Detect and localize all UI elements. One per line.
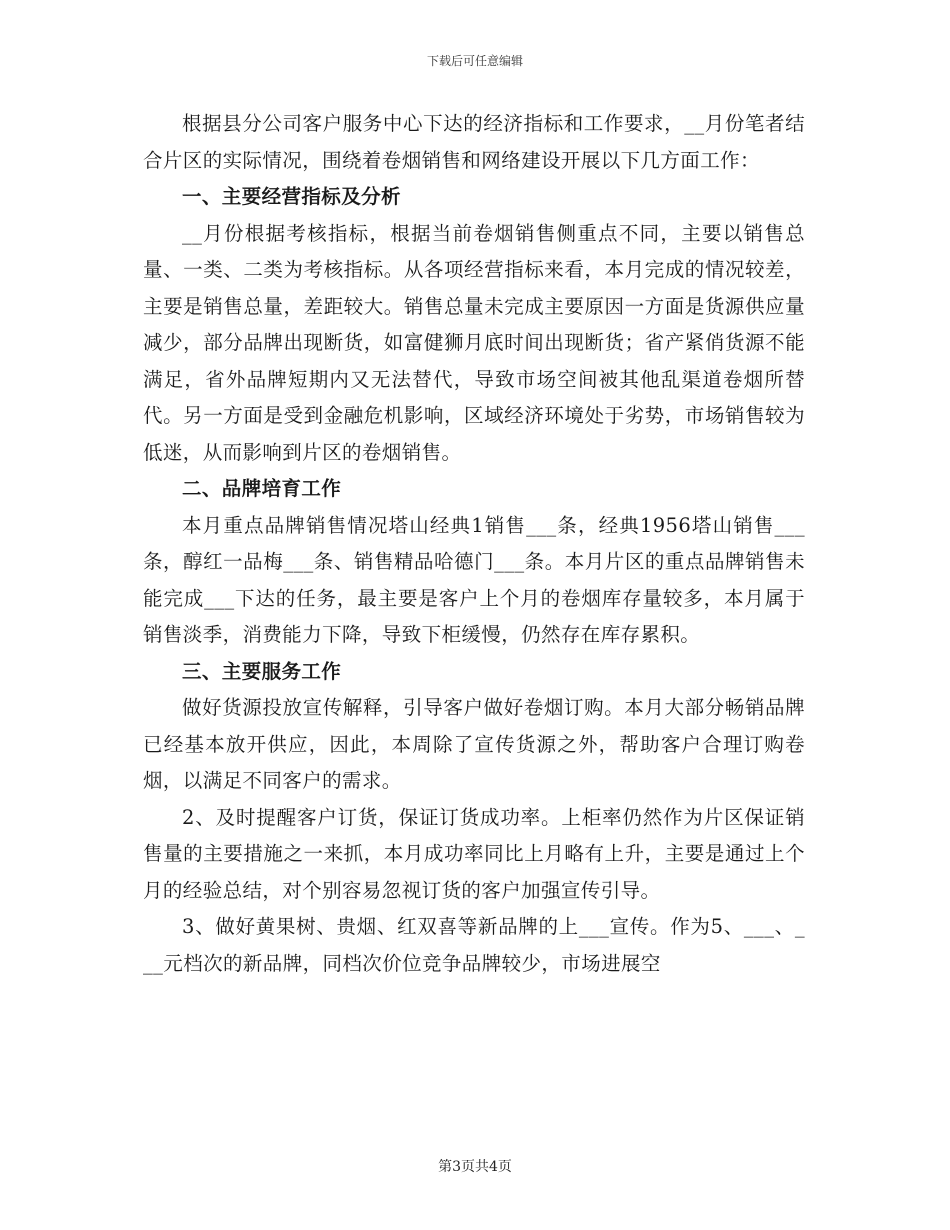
section-heading-1: 一、主要经营指标及分析 [182,185,401,208]
body-paragraph: 做好货源投放宣传解释，引导客户做好卷烟订购。本月大部分畅销品牌已经基本放开供应，因此，本周除了宣传货源之外，帮助客户合理订购卷烟，以满足不同客户的需求。 [143,696,805,792]
body-paragraph: 本月重点品牌销售情况塔山经典1销售___条，经典1956塔山销售___条，醇红一品梅___条、销售精品哈德门___条。本月片区的重点品牌销售未能完成___下达的任务，最主要是客户上个月的卷烟库存量较多，本月属于销售淡季，消费能力下降，导致下柜缓慢，仍然存在库存累积。 [143,513,805,646]
section-heading-3: 三、主要服务工作 [182,659,342,683]
intro-paragraph: 根据县分公司客户服务中心下达的经济指标和工作要求，__月份笔者结合片区的实际情况，围绕着卷烟销售和网络建设开展以下几方面工作： [143,112,805,172]
body-paragraph: 3、做好黄果树、贵烟、红双喜等新品牌的上___宣传。作为5、___、___元档次的新品牌，同档次价位竞争品牌较少，市场进展空 [143,915,805,975]
page-header-note: 下载后可任意编辑 [426,54,523,68]
body-paragraph: 2、及时提醒客户订货，保证订货成功率。上柜率仍然作为片区保证销售量的主要措施之一来抓，本月成功率同比上月略有上升，主要是通过上个月的经验总结，对个别容易忽视订货的客户加强宣传引导。 [143,805,805,902]
page-number: 第3页共4页 [438,1159,512,1175]
section-heading-2: 二、品牌培育工作 [182,477,342,500]
body-paragraph: __月份根据考核指标，根据当前卷烟销售侧重点不同，主要以销售总量、一类、二类为考核指标。从各项经营指标来看，本月完成的情况较差，主要是销售总量，差距较大。销售总量未完成主要原因一方面是货源供应量减少，部分品牌出现断货，如富健狮月底时间出现断货；省产紧俏货源不能满足，省外品牌短期内又无法替代，导致市场空间被其他乱渠道卷烟所替代。另一方面是受到金融危机影响，区域经济环境处于劣势，市场销售较为低迷，从而影响到片区的卷烟销售。 [143,221,805,464]
document-body [143,106,805,982]
